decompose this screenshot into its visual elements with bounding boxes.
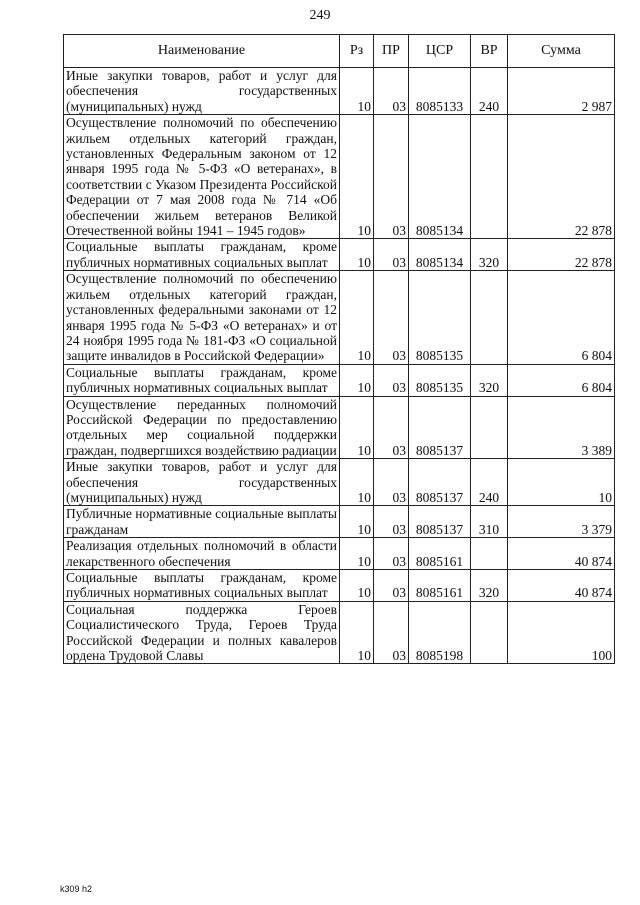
row-vr: 240 [471, 68, 508, 115]
row-csr: 8085134 [409, 239, 471, 271]
row-sum: 100 [508, 601, 615, 664]
row-csr: 8085161 [409, 538, 471, 570]
row-rz: 10 [340, 115, 374, 239]
header-csr: ЦСР [409, 35, 471, 68]
row-sum: 40 874 [508, 570, 615, 602]
row-pr: 03 [374, 538, 409, 570]
table-row [64, 396, 615, 459]
header-rz: Рз [340, 35, 374, 68]
row-vr [471, 538, 508, 570]
row-pr: 03 [374, 601, 409, 664]
row-sum: 22 878 [508, 115, 615, 239]
row-name: Социальные выплаты гражданам, кроме публичных нормативных социальных выплат [64, 570, 340, 602]
table-row [64, 68, 615, 115]
page-number: 249 [309, 8, 331, 23]
table-row [64, 506, 615, 538]
row-name: Реализация отдельных полномочий в области лекарственного обеспечения [64, 538, 340, 570]
row-pr: 03 [374, 271, 409, 364]
row-csr: 8085133 [409, 68, 471, 115]
row-pr: 03 [374, 570, 409, 602]
table-row [64, 271, 615, 364]
row-vr [471, 115, 508, 239]
header-sum: Сумма [508, 35, 615, 68]
row-vr: 320 [471, 364, 508, 396]
table-row [64, 364, 615, 396]
row-rz: 10 [340, 538, 374, 570]
row-sum: 10 [508, 459, 615, 506]
row-name: Социальные выплаты гражданам, кроме публичных нормативных социальных выплат [64, 239, 340, 271]
row-pr: 03 [374, 506, 409, 538]
header-pr: ПР [374, 35, 409, 68]
row-sum: 22 878 [508, 239, 615, 271]
row-pr: 03 [374, 459, 409, 506]
row-sum: 6 804 [508, 271, 615, 364]
row-csr: 8085137 [409, 459, 471, 506]
row-sum: 3 379 [508, 506, 615, 538]
row-csr: 8085135 [409, 364, 471, 396]
row-name: Иные закупки товаров, работ и услуг для обеспечения государственных (муниципальных) нужд [64, 68, 340, 115]
row-csr: 8085161 [409, 570, 471, 602]
row-vr [471, 271, 508, 364]
row-name: Осуществление полномочий по обеспечению жильем отдельных категорий граждан, установленных федеральными законами от 12 января 1995 года № 5-ФЗ «О ветеранах» и от 24 ноября 1995 года № 181-ФЗ «О социальной защите инвалидов в Российской Федерации» [64, 271, 340, 364]
row-csr: 8085135 [409, 271, 471, 364]
table-header-row [64, 35, 615, 68]
table-row [64, 239, 615, 271]
row-name: Публичные нормативные социальные выплаты гражданам [64, 506, 340, 538]
row-sum: 3 389 [508, 396, 615, 459]
row-name: Социальные выплаты гражданам, кроме публичных нормативных социальных выплат [64, 364, 340, 396]
row-csr: 8085137 [409, 506, 471, 538]
table-row [64, 538, 615, 570]
row-rz: 10 [340, 68, 374, 115]
row-rz: 10 [340, 396, 374, 459]
row-sum: 40 874 [508, 538, 615, 570]
row-rz: 10 [340, 364, 374, 396]
row-name: Социальная поддержка Героев Социалистического Труда, Героев Труда Российской Федерации и полных кавалеров ордена Трудовой Славы [64, 601, 340, 664]
header-vr: ВР [471, 35, 508, 68]
row-sum: 6 804 [508, 364, 615, 396]
footer-code: k309 h2 [60, 884, 93, 894]
row-rz: 10 [340, 239, 374, 271]
row-csr: 8085134 [409, 115, 471, 239]
row-rz: 10 [340, 271, 374, 364]
row-vr: 240 [471, 459, 508, 506]
table-row [64, 601, 615, 664]
table-row [64, 115, 615, 239]
row-rz: 10 [340, 459, 374, 506]
table-row [64, 459, 615, 506]
table-row [64, 570, 615, 602]
row-rz: 10 [340, 506, 374, 538]
row-rz: 10 [340, 601, 374, 664]
row-vr [471, 396, 508, 459]
row-pr: 03 [374, 364, 409, 396]
row-pr: 03 [374, 396, 409, 459]
row-rz: 10 [340, 570, 374, 602]
header-name: Наименование [64, 35, 340, 68]
row-name: Иные закупки товаров, работ и услуг для обеспечения государственных (муниципальных) нужд [64, 459, 340, 506]
row-csr: 8085137 [409, 396, 471, 459]
row-vr: 320 [471, 239, 508, 271]
row-vr [471, 601, 508, 664]
row-pr: 03 [374, 68, 409, 115]
row-vr: 320 [471, 570, 508, 602]
row-csr: 8085198 [409, 601, 471, 664]
budget-table [63, 34, 615, 664]
row-pr: 03 [374, 115, 409, 239]
row-vr: 310 [471, 506, 508, 538]
row-sum: 2 987 [508, 68, 615, 115]
row-name: Осуществление полномочий по обеспечению жильем отдельных категорий граждан, установленных Федеральным законом от 12 января 1995 года № 5-ФЗ «О ветеранах», в соответствии с Указом Президента Российской Федерации от 7 мая 2008 года № 714 «Об обеспечении жильем ветеранов Великой Отечественной войны 1941 – 1945 годов» [64, 115, 340, 239]
row-name: Осуществление переданных полномочий Российской Федерации по предоставлению отдельных мер социальной поддержки граждан, подвергшихся воздействию радиации [64, 396, 340, 459]
row-pr: 03 [374, 239, 409, 271]
